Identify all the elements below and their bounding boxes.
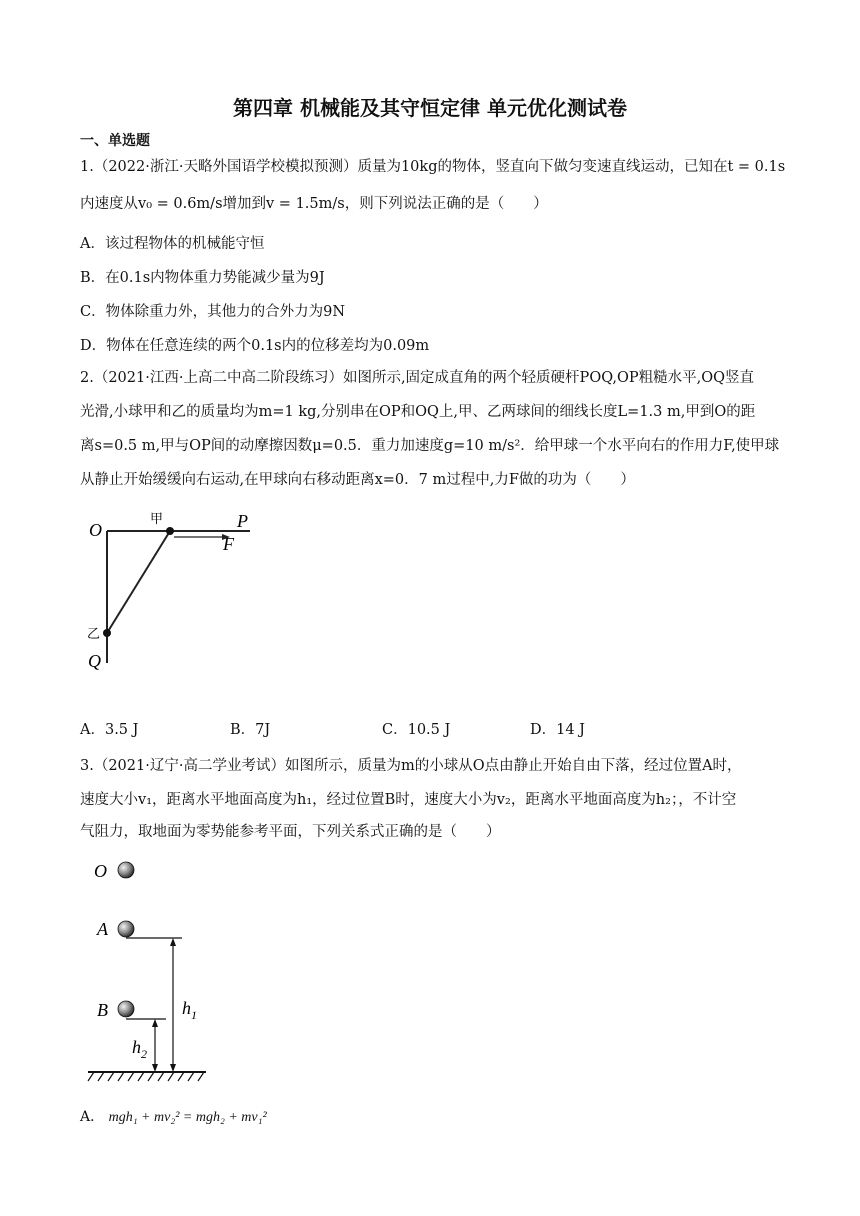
q3-stem-line-2: 速度大小v₁，距离水平地面高度为h₁，经过位置B时，速度大小为v₂，距离水平地面高度为h₂；，不计空 [80, 792, 737, 808]
q1-option-b: B．在0.1s内物体重力势能减少量为9J [80, 270, 325, 286]
ball-jia [166, 527, 174, 535]
q3-falling-ball-figure [86, 852, 236, 1092]
h2-arrow-top [152, 1019, 158, 1027]
h2-arrow-bottom [152, 1064, 158, 1072]
string-line [107, 531, 170, 633]
q2-option-c: C．10.5 J [382, 722, 451, 738]
h1-arrow-top [170, 938, 176, 946]
label-q: Q [88, 651, 101, 671]
q2-option-d: D．14 J [530, 722, 585, 738]
label-jia: 甲 [150, 512, 164, 527]
q3-option-a-formula: mgh₁ + mv₂² = mgh₂ + mv₁² [108, 1110, 267, 1125]
label-b-point: B [97, 1000, 108, 1020]
q1-stem-line-1: 1.（2022·浙江·天略外国语学校模拟预测）质量为10kg的物体，竖直向下做匀变速直线运动，已知在t = 0.1s [80, 159, 786, 175]
q2-stem-line-1: 2.（2021·江西·上高二中高二阶段练习）如图所示,固定成直角的两个轻质硬杆POQ,OP粗糙水平,OQ竖直 [80, 370, 755, 386]
ball-yi [103, 629, 111, 637]
label-a-point: A [97, 919, 108, 939]
q2-rod-figure [80, 505, 280, 685]
ball-o [118, 862, 134, 878]
q2-stem-line-4: 从静止开始缓缓向右运动,在甲球向右移动距离x=0．7 m过程中,力F做的功为（ ） [80, 472, 635, 488]
q1-option-a: A．该过程物体的机械能守恒 [80, 236, 265, 252]
q1-option-c: C．物体除重力外，其他力的合外力为9N [80, 304, 346, 320]
q2-stem-line-3: 离s=0.5 m,甲与OP间的动摩擦因数μ=0.5．重力加速度g=10 m/s²．给甲球一个水平向右的作用力F,使甲球 [80, 438, 780, 454]
label-o-point: O [94, 861, 107, 881]
q3-stem-line-1: 3.（2021·辽宁·高二学业考试）如图所示，质量为m的小球从O点由静止开始自由下落，经过位置A时， [80, 758, 742, 774]
ball-b [118, 1001, 134, 1017]
section-heading: 一、单选题 [80, 133, 150, 149]
label-p: P [237, 511, 248, 531]
q2-stem-line-2: 光滑,小球甲和乙的质量均为m=1 kg,分别串在OP和OQ上,甲、乙两球间的细线长度L=1.3 m,甲到O的距 [80, 404, 756, 420]
q3-option-a [80, 1106, 267, 1126]
q3-stem-line-3: 气阻力，取地面为零势能参考平面，下列关系式正确的是（ ） [80, 824, 501, 840]
q3-option-a-prefix: A． [80, 1109, 105, 1125]
page-title: 第四章 机械能及其守恒定律 单元优化测试卷 [233, 96, 627, 120]
label-h2: $h_2$ [132, 1037, 147, 1061]
label-o: O [89, 520, 102, 540]
q2-option-a: A．3.5 J [80, 722, 139, 738]
h1-arrow-bottom [170, 1064, 176, 1072]
label-h1: $h_1$ [182, 998, 197, 1022]
q1-option-d: D．物体在任意连续的两个0.1s内的位移差均为0.09m [80, 338, 430, 354]
q1-stem-line-2: 内速度从v₀ = 0.6m/s增加到v = 1.5m/s，则下列说法正确的是（ ） [80, 196, 548, 212]
q2-option-b: B．7J [230, 722, 271, 738]
ground-hatching [88, 1072, 204, 1081]
ball-a [118, 921, 134, 937]
label-yi: 乙 [87, 627, 101, 642]
label-f: F [223, 534, 234, 554]
